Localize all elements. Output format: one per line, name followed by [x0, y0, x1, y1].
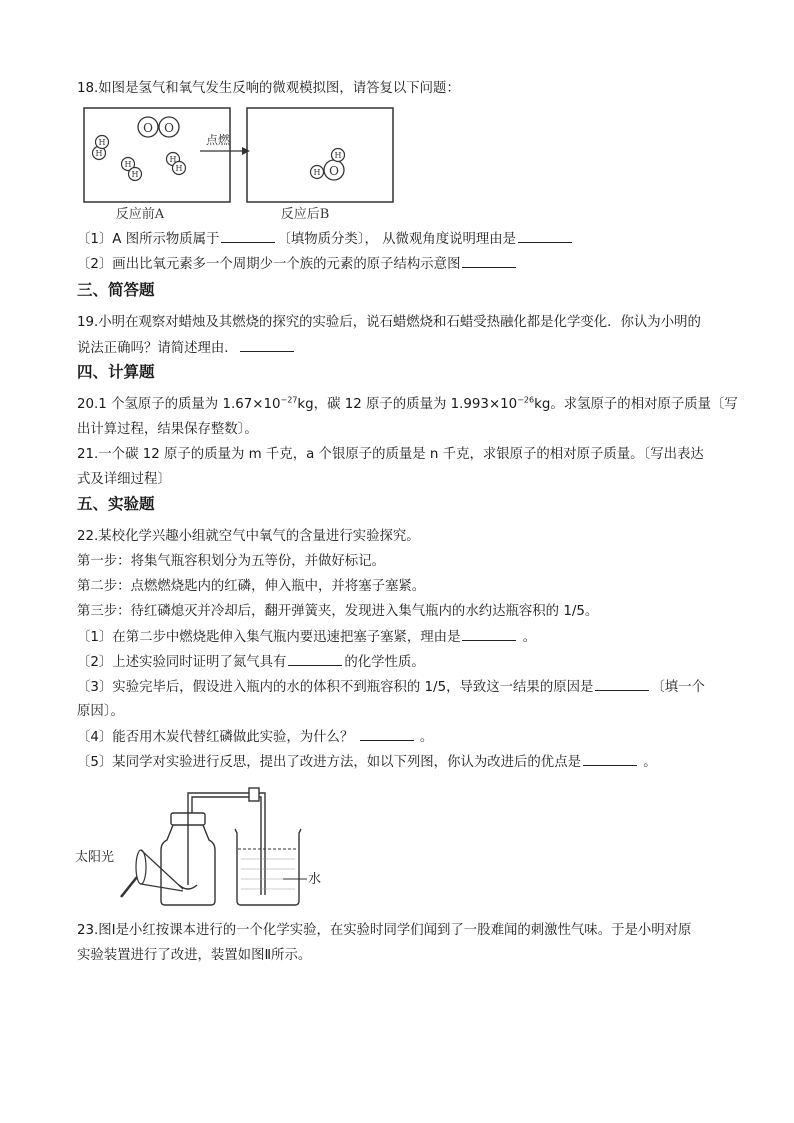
o-atom-label: O: [164, 121, 174, 135]
q23-line2: 实验装置进行了改进，装置如图Ⅱ所示。: [77, 948, 312, 963]
q20-text-2: kg，碳 12 原子的质量为 1.993×10: [297, 397, 518, 412]
q22-sub4-end: 。: [419, 730, 434, 745]
sunlight-label: 太阳光: [75, 850, 115, 865]
q22-sub3-end: 〔填一个: [651, 680, 705, 695]
q20-line1: [77, 396, 738, 414]
magnifying-lens: [121, 850, 183, 897]
q23-line1: 23.图Ⅰ是小红按课本进行的一个化学实验，在实验时同学们闻到了一股难闻的刺激性气味。于是小明对原: [77, 923, 692, 938]
q22-sub3-text: 〔3〕实验完毕后，假设进入瓶内的水的体积不到瓶容积的 1/5，导致这一结果的原因是: [77, 680, 594, 695]
q21-line1: 21.一个碳 12 原子的质量为 m 千克，a 个银原子的质量是 n 千克，求银原子的相对原子质量。〔写出表达: [77, 447, 704, 462]
q18-molecule-diagram: [80, 104, 400, 224]
answer-blank[interactable]: [462, 628, 516, 641]
q22-sub5: [77, 753, 657, 772]
section-4-title: 四、计算题: [77, 363, 155, 381]
answer-blank[interactable]: [360, 728, 414, 741]
q18-sub1-text-b: 〔填物质分类〕， 从微观角度说明理由是: [277, 232, 517, 247]
h-atom-label: H: [175, 164, 183, 173]
h-atom-label: H: [169, 155, 177, 164]
q22-step3: 第三步：待红磷熄灭并冷却后，翻开弹簧夹，发现进入集气瓶内的水约达瓶容积的 1/5。: [77, 604, 599, 619]
caption-b: 反应后B: [280, 207, 330, 222]
q20-exp-1: −27: [280, 395, 298, 405]
q19-line2: [77, 339, 296, 358]
water-label: 水: [308, 872, 322, 887]
answer-blank[interactable]: [518, 230, 572, 243]
h-atom-label: H: [131, 170, 139, 179]
q22-sub2: [77, 653, 425, 672]
answer-blank[interactable]: [240, 339, 294, 352]
answer-blank[interactable]: [462, 255, 516, 268]
h-atom-label: H: [313, 168, 321, 177]
answer-blank[interactable]: [583, 753, 637, 766]
q19-line2-text: 说法正确吗？请简述理由．: [77, 341, 238, 356]
q20-text-1: 20.1 个氢原子的质量为 1.67×10: [77, 397, 281, 412]
answer-blank[interactable]: [595, 678, 649, 691]
answer-blank[interactable]: [221, 230, 275, 243]
water-beaker: [235, 829, 301, 905]
q21-line2: 式及详细过程〕: [77, 472, 171, 487]
arrow-label: 点燃: [205, 133, 231, 147]
q22-sub5-text: 〔5〕某同学对实验进行反思，提出了改进方法，如以下列图，你认为改进后的优点是: [77, 755, 581, 770]
h-atom-label: H: [124, 160, 132, 169]
q22-sub4-text: 〔4〕能否用木炭代替红磷做此实验，为什么？: [77, 730, 354, 745]
q18-sub2: [77, 255, 518, 274]
section-5-title: 五、实验题: [77, 495, 155, 513]
o-atom-label: O: [329, 164, 339, 178]
q22-sub5-end: 。: [643, 755, 657, 770]
q20-text-3: kg。求氢原子的相对原子质量〔写: [534, 397, 738, 412]
o-atom-label: O: [143, 121, 153, 135]
q22-sub4: [77, 728, 433, 747]
q20-line2: 出计算过程，结果保存整数〕。: [77, 422, 258, 437]
q22-sub3-line2: 原因〕。: [77, 704, 124, 719]
q22-sub1-end: 。: [522, 630, 537, 645]
h-atom-label: H: [334, 151, 342, 160]
q22-stem: 22.某校化学兴趣小组就空气中氧气的含量进行实验探究。: [77, 529, 420, 544]
q22-sub1: [77, 628, 536, 647]
caption-a: 反应前A: [115, 207, 165, 222]
gas-bottle: [161, 813, 215, 905]
q22-sub3: [77, 678, 705, 697]
h-atom-label: H: [98, 138, 106, 147]
q22-sub2-text: 〔2〕上述实验同时证明了氮气具有: [77, 655, 287, 670]
q18-sub1: [77, 230, 574, 249]
q18-sub2-text: 〔2〕画出比氧元素多一个周期少一个族的元素的原子结构示意图: [77, 257, 461, 272]
box-after-b: [247, 108, 393, 202]
q18-stem: 18.如图是氢气和氧气发生反响的微观模拟图，请答复以下问题：: [77, 81, 460, 96]
q22-sub1-text: 〔1〕在第二步中燃烧匙伸入集气瓶内要迅速把塞子塞紧，理由是: [77, 630, 461, 645]
q19-line1: 19.小明在观察对蜡烛及其燃烧的探究的实验后，说石蜡燃烧和石蜡受热融化都是化学变化．你认为小明的: [77, 315, 701, 330]
q20-exp-2: −26: [517, 395, 535, 405]
apparatus-diagram: [75, 785, 335, 910]
q22-sub2-end: 的化学性质。: [344, 655, 425, 670]
q18-sub1-text-a: 〔1〕A 图所示物质属于: [77, 232, 220, 247]
answer-blank[interactable]: [288, 653, 342, 666]
section-3-title: 三、简答题: [77, 281, 155, 299]
h-atom-label: H: [95, 149, 103, 158]
q22-step1: 第一步：将集气瓶容积划分为五等份，并做好标记。: [77, 554, 385, 569]
q22-step2: 第二步：点燃燃烧匙内的红磷，伸入瓶中，并将塞子塞紧。: [77, 579, 426, 594]
